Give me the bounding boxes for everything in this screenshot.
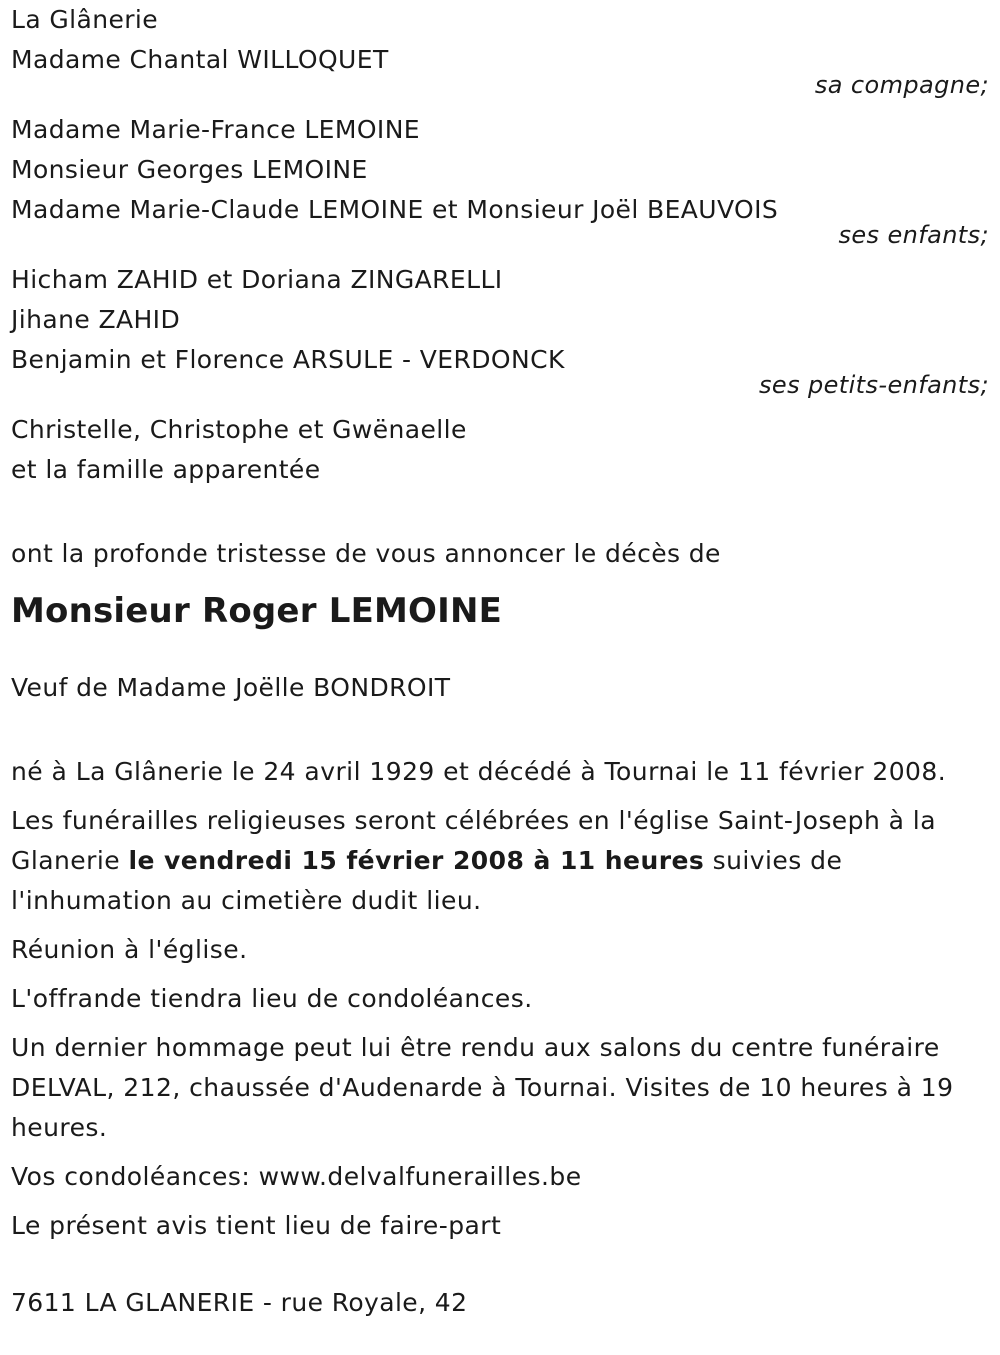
other-family-name: Christelle, Christophe et Gwënaelle bbox=[11, 415, 467, 444]
grandchildren-role: ses petits-enfants; bbox=[759, 371, 989, 399]
offering-text: L'offrande tiendra lieu de condoléances. bbox=[11, 984, 533, 1013]
grandchild-name: Jihane ZAHID bbox=[11, 305, 181, 334]
funeral-text bbox=[11, 801, 989, 921]
funeral-text-before: Les funérailles religieuses seront célébrées en l'église Saint-Joseph à la Glanerie bbox=[11, 806, 936, 875]
obituary-notice bbox=[11, 0, 989, 1323]
child-name: Madame Marie-Claude LEMOINE et Monsieur Joël BEAUVOIS bbox=[11, 195, 779, 224]
children-role: ses enfants; bbox=[838, 221, 989, 249]
companion-role: sa compagne; bbox=[814, 71, 989, 99]
funeral-text-after: suivies de l'inhumation au cimetière dudit lieu. bbox=[11, 846, 843, 915]
companion-name: Madame Chantal WILLOQUET bbox=[11, 45, 389, 74]
address-text: 7611 LA GLANERIE - rue Royale, 42 bbox=[11, 1288, 468, 1317]
meeting-text: Réunion à l'église. bbox=[11, 935, 248, 964]
other-family-name: et la famille apparentée bbox=[11, 455, 321, 484]
deceased-name: Monsieur Roger LEMOINE bbox=[11, 591, 503, 631]
notice-text: Le présent avis tient lieu de faire-part bbox=[11, 1211, 502, 1240]
grandchild-name: Benjamin et Florence ARSULE - VERDONCK bbox=[11, 345, 565, 374]
header-place: La Glânerie bbox=[11, 5, 159, 34]
grandchild-name: Hicham ZAHID et Doriana ZINGARELLI bbox=[11, 265, 503, 294]
child-name: Monsieur Georges LEMOINE bbox=[11, 155, 368, 184]
tribute-text: Un dernier hommage peut lui être rendu aux salons du centre funéraire DELVAL, 212, chaussée d'Audenarde à Tournai. Visites de 10 heures à 19 heures. bbox=[11, 1033, 954, 1142]
birth-death-text: né à La Glânerie le 24 avril 1929 et décédé à Tournai le 11 février 2008. bbox=[11, 757, 947, 786]
announcement-text: ont la profonde tristesse de vous annoncer le décès de bbox=[11, 539, 721, 568]
condolences-text: Vos condoléances: www.delvalfunerailles.be bbox=[11, 1162, 582, 1191]
widower-of: Veuf de Madame Joëlle BONDROIT bbox=[11, 673, 451, 702]
child-name: Madame Marie-France LEMOINE bbox=[11, 115, 420, 144]
funeral-date: le vendredi 15 février 2008 à 11 heures bbox=[128, 846, 705, 875]
